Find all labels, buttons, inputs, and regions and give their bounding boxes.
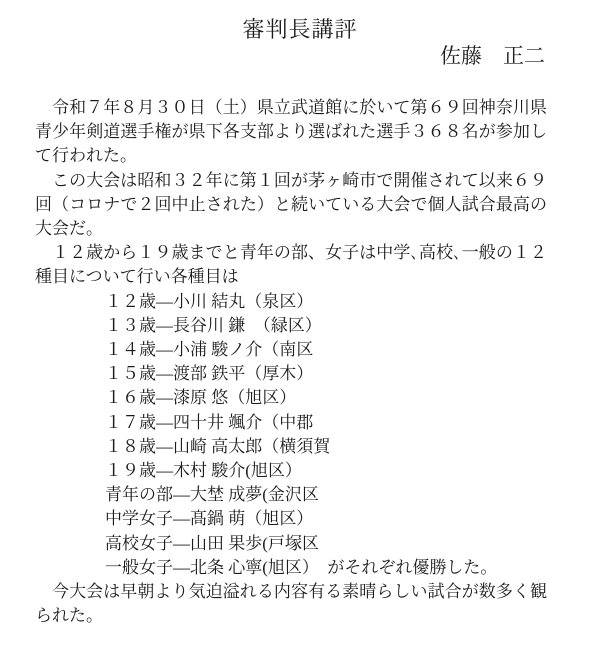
document-body xyxy=(35,96,547,628)
winner-line-age12: １２歳―小川 結丸（泉区） xyxy=(105,291,314,311)
winner-line-age19: １９歳―木村 駿介(旭区） xyxy=(105,461,302,481)
winner-line-seinen: 青年の部―大埜 成夢(金沢区 xyxy=(105,485,319,505)
author-name: 佐藤 正二 xyxy=(440,44,545,68)
winner-line-age16: １６歳―漆原 悠（旭区） xyxy=(105,388,297,408)
winner-line-koko-joshi: 高校女子―山田 果歩(戸塚区 xyxy=(105,533,319,553)
winner-line-age18: １８歳―山崎 高太郎（横須賀 xyxy=(105,436,331,456)
winners-list xyxy=(35,290,547,580)
winner-line-ippan-joshi: 一般女子―北条 心寧(旭区） がそれぞれ優勝した。 xyxy=(105,557,498,577)
paragraph-categories-intro: １２歳から１９歳までと青年の部、女子は中学､高校､一般の１２種目について行い各種目は xyxy=(35,243,547,287)
document-title: 審判長講評 xyxy=(242,17,358,42)
winner-line-age13: １３歳―長谷川 鎌 （緑区） xyxy=(105,315,322,335)
paragraph-closing: 今大会は早朝より気迫溢れる内容有る素晴らしい試合が数多く観られた。 xyxy=(35,582,547,626)
winner-line-chugaku-joshi: 中学女子―髙鍋 萌（旭区） xyxy=(105,509,314,529)
winner-line-age15: １５歳―渡部 鉄平（厚木） xyxy=(105,364,314,384)
paragraph-history: この大会は昭和３２年に第１回が茅ヶ崎市で開催されて以来６９回（コロナで２回中止された）と続いている大会で個人試合最高の大会だ。 xyxy=(35,170,547,239)
winner-line-age14: １４歳―小浦 駿ノ介（南区 xyxy=(105,340,314,360)
paragraph-event-overview: 令和７年８月３０日（土）県立武道館に於いて第６９回神奈川県青少年剣道選手権が県下各支部より選ばれた選手３６８名が参加して行われた。 xyxy=(35,98,547,166)
winner-line-age17: １７歳―四十井 颯介（中郡 xyxy=(105,412,314,432)
